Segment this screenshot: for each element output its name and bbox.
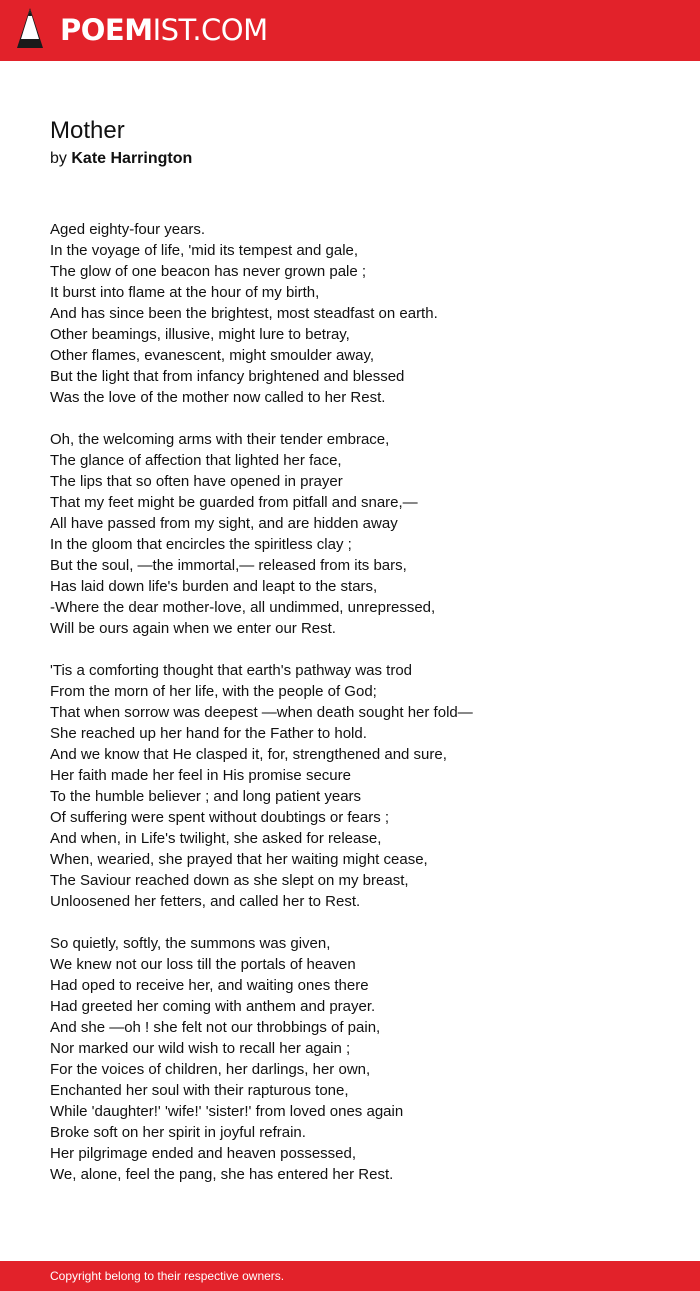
- poem-line: But the soul, —the immortal,— released from its bars,: [50, 557, 407, 574]
- poem-line: The lips that so often have opened in prayer: [50, 473, 343, 490]
- poem-line: We, alone, feel the pang, she has entered her Rest.: [50, 1166, 394, 1183]
- poem-line: Other beamings, illusive, might lure to betray,: [50, 326, 350, 343]
- poem-stanza: [50, 219, 670, 408]
- poem-line: In the voyage of life, 'mid its tempest and gale,: [50, 242, 359, 259]
- poem-line: Of suffering were spent without doubtings or fears ;: [50, 809, 390, 826]
- poem-line: Nor marked our wild wish to recall her again ;: [50, 1040, 351, 1057]
- poem-stanza: [50, 660, 670, 912]
- poem-stanza: [50, 429, 670, 639]
- site-header: [0, 0, 700, 61]
- poem-line: Has laid down life's burden and leapt to the stars,: [50, 578, 378, 595]
- poem-line: When, wearied, she prayed that her waiting might cease,: [50, 851, 428, 868]
- poem-body: [50, 219, 670, 1185]
- poem-line: And she —oh ! she felt not our throbbings of pain,: [50, 1019, 381, 1036]
- poem-line: Unloosened her fetters, and called her to Rest.: [50, 893, 361, 910]
- poem-line: Will be ours again when we enter our Rest.: [50, 620, 336, 637]
- poem-line: The glow of one beacon has never grown pale ;: [50, 263, 367, 280]
- poem-line: Her faith made her feel in His promise secure: [50, 767, 351, 784]
- poem-line: All have passed from my sight, and are hidden away: [50, 515, 398, 532]
- author-name: Kate Harrington: [71, 150, 193, 167]
- poem-line: To the humble believer ; and long patient years: [50, 788, 362, 805]
- poem-line: The Saviour reached down as she slept on my breast,: [50, 872, 409, 889]
- poem-line: Had oped to receive her, and waiting ones there: [50, 977, 369, 994]
- poem-line: 'Tis a comforting thought that earth's pathway was trod: [50, 662, 413, 679]
- poem-content: [50, 116, 670, 1206]
- poem-line: Enchanted her soul with their rapturous tone,: [50, 1082, 349, 1099]
- poem-line: Had greeted her coming with anthem and prayer.: [50, 998, 376, 1015]
- poem-line: -Where the dear mother-love, all undimmed, unrepressed,: [50, 599, 436, 616]
- site-brand: [60, 8, 268, 52]
- poem-line: That when sorrow was deepest —when death sought her fold—: [50, 704, 473, 721]
- site-footer: [0, 1261, 700, 1291]
- poem-line: The glance of affection that lighted her face,: [50, 452, 342, 469]
- poem-title: Mother: [50, 117, 125, 144]
- poem-stanza: [50, 933, 670, 1185]
- poem-line: We knew not our loss till the portals of heaven: [50, 956, 356, 973]
- pencil-tip-icon: [16, 8, 44, 52]
- poem-line: Was the love of the mother now called to her Rest.: [50, 389, 386, 406]
- poem-line: While 'daughter!' 'wife!' 'sister!' from loved ones again: [50, 1103, 404, 1120]
- poem-line: She reached up her hand for the Father to hold.: [50, 725, 367, 742]
- poem-line: It burst into flame at the hour of my birth,: [50, 284, 320, 301]
- copyright-notice: Copyright belong to their respective owners.: [50, 1269, 285, 1283]
- poem-line: From the morn of her life, with the people of God;: [50, 683, 377, 700]
- poem-line: And we know that He clasped it, for, strengthened and sure,: [50, 746, 447, 763]
- site-logo-link[interactable]: [16, 8, 268, 52]
- brand-light: IST.COM: [152, 13, 268, 47]
- poem-line: Other flames, evanescent, might smoulder away,: [50, 347, 375, 364]
- poem-line: For the voices of children, her darlings, her own,: [50, 1061, 371, 1078]
- poem-line: And has since been the brightest, most steadfast on earth.: [50, 305, 438, 322]
- poem-line: Her pilgrimage ended and heaven possessed,: [50, 1145, 357, 1162]
- byline-prefix: by: [50, 150, 67, 167]
- poem-line: So quietly, softly, the summons was given,: [50, 935, 331, 952]
- brand-bold: POEM: [60, 13, 153, 47]
- poem-line: But the light that from infancy brightened and blessed: [50, 368, 405, 385]
- poem-line: Broke soft on her spirit in joyful refrain.: [50, 1124, 306, 1141]
- poem-line: And when, in Life's twilight, she asked for release,: [50, 830, 382, 847]
- poem-line: That my feet might be guarded from pitfall and snare,—: [50, 494, 418, 511]
- byline: [50, 148, 670, 170]
- poem-line: In the gloom that encircles the spiritless clay ;: [50, 536, 352, 553]
- poem-line: Oh, the welcoming arms with their tender embrace,: [50, 431, 390, 448]
- poem-line: Aged eighty-four years.: [50, 221, 206, 238]
